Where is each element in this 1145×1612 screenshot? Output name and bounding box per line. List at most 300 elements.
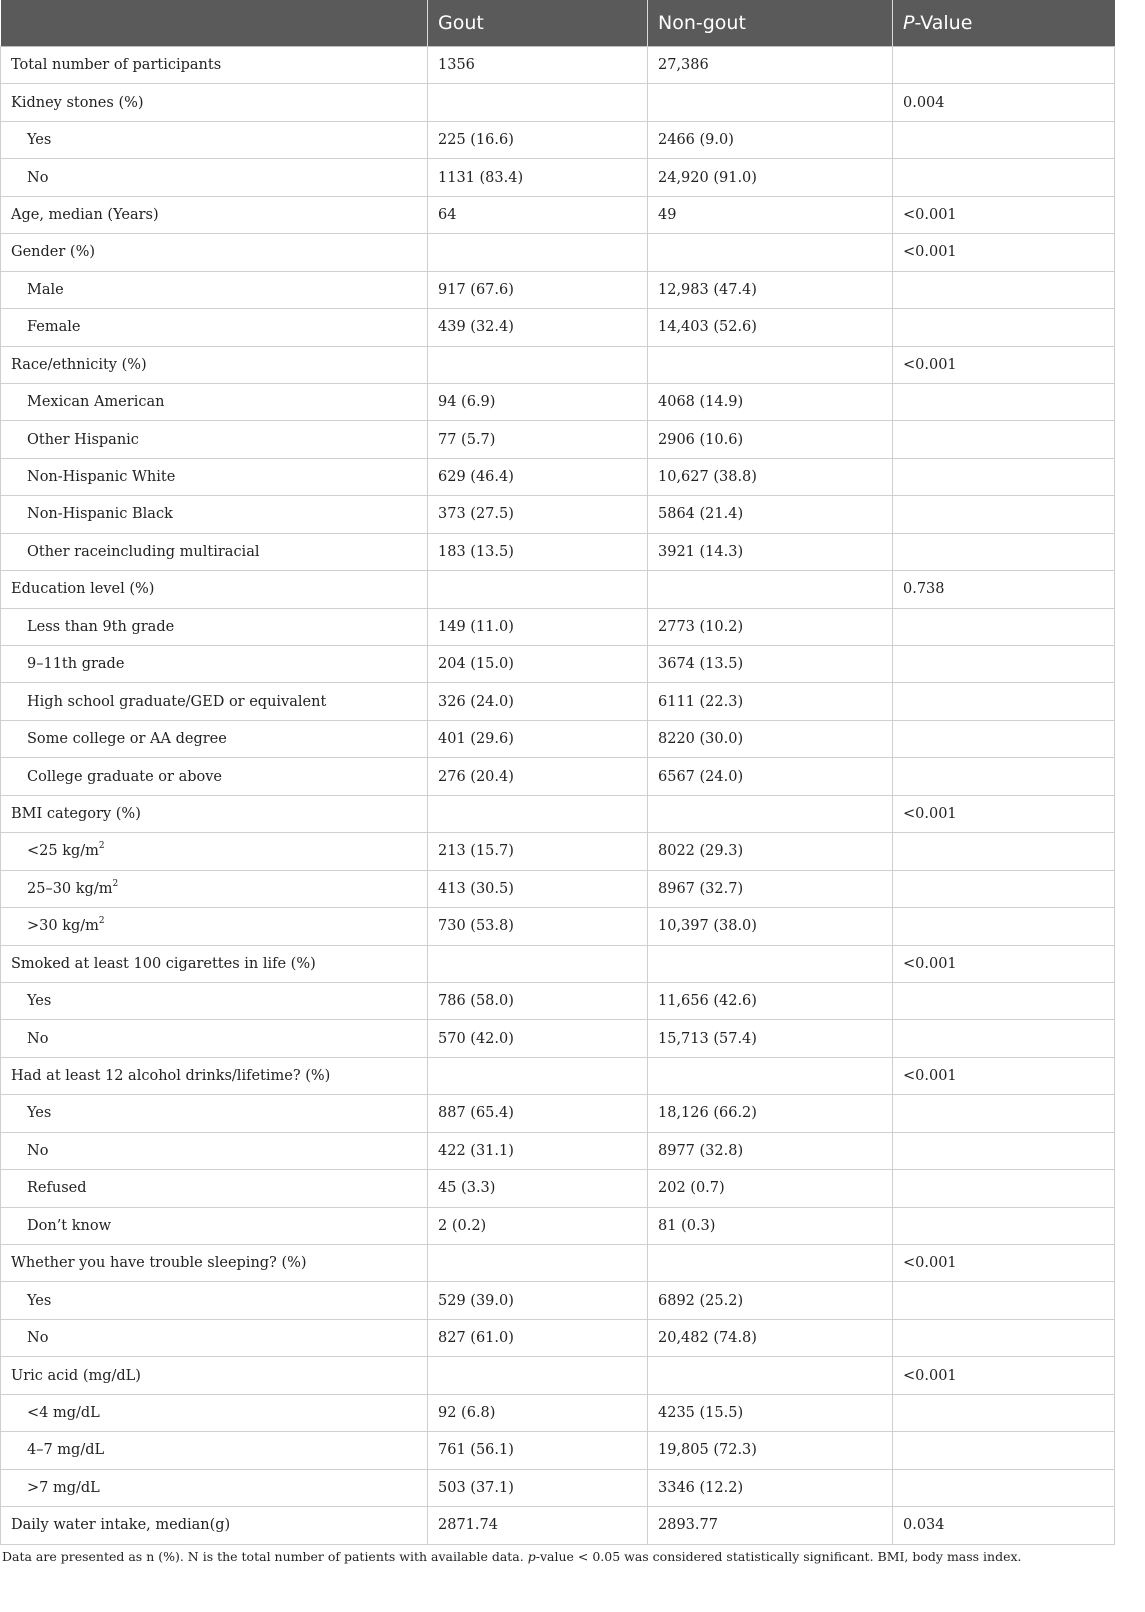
row-label	[1, 1132, 428, 1169]
row-label-text: Gender (%)	[11, 244, 95, 261]
cell-gout	[428, 908, 648, 945]
cell-gout	[428, 1319, 648, 1356]
row-label	[1, 1095, 428, 1132]
cell-non-gout-text: 18,126 (66.2)	[658, 1105, 757, 1122]
row-label-text: Less than 9th grade	[27, 618, 175, 635]
row-label	[1, 421, 428, 458]
cell-gout-text: 276 (20.4)	[438, 768, 514, 785]
cell-non-gout	[648, 496, 893, 533]
cell-non-gout	[648, 84, 893, 121]
cell-p-value	[893, 870, 1115, 907]
row-label	[1, 982, 428, 1019]
table-row	[1, 234, 1115, 271]
row-label-text: Yes	[27, 132, 52, 149]
cell-p-value-text: <0.001	[903, 1367, 957, 1384]
cell-non-gout	[648, 1020, 893, 1057]
cell-non-gout	[648, 608, 893, 645]
row-label	[1, 1020, 428, 1057]
cell-gout	[428, 870, 648, 907]
footnote-part3: -value < 0.05 was considered statistically significant. BMI, body mass index.	[535, 1548, 1022, 1564]
table-row	[1, 121, 1115, 158]
table-row	[1, 870, 1115, 907]
row-label-text: Some college or AA degree	[27, 731, 227, 748]
cell-gout	[428, 1394, 648, 1431]
cell-gout	[428, 346, 648, 383]
row-label-text: Total number of participants	[11, 57, 222, 74]
cell-non-gout-text: 5864 (21.4)	[658, 506, 744, 523]
row-label	[1, 196, 428, 233]
cell-gout-text: 439 (32.4)	[438, 319, 514, 336]
row-label	[1, 159, 428, 196]
cell-gout	[428, 533, 648, 570]
row-label	[1, 84, 428, 121]
cell-gout-text: 887 (65.4)	[438, 1105, 514, 1122]
row-label-text: College graduate or above	[27, 768, 222, 785]
cell-p-value	[893, 533, 1115, 570]
table-row	[1, 383, 1115, 420]
cell-gout-text: 401 (29.6)	[438, 731, 514, 748]
row-label	[1, 908, 428, 945]
cell-gout-text: 225 (16.6)	[438, 132, 514, 149]
table-body	[1, 47, 1115, 1545]
row-label-text: Yes	[27, 1292, 52, 1309]
row-label	[1, 271, 428, 308]
cell-non-gout-text: 10,627 (38.8)	[658, 469, 757, 486]
table-header	[1, 0, 1115, 47]
cell-gout	[428, 383, 648, 420]
cell-p-value	[893, 758, 1115, 795]
cell-non-gout	[648, 982, 893, 1019]
table-row	[1, 982, 1115, 1019]
cell-non-gout	[648, 833, 893, 870]
table-row	[1, 608, 1115, 645]
cell-gout	[428, 982, 648, 1019]
cell-non-gout-text: 8022 (29.3)	[658, 843, 744, 860]
cell-non-gout	[648, 683, 893, 720]
header-p-value	[893, 0, 1115, 47]
row-label	[1, 346, 428, 383]
cell-gout-text: 529 (39.0)	[438, 1292, 514, 1309]
row-label-text: Other raceincluding multiracial	[27, 543, 260, 560]
table-row	[1, 758, 1115, 795]
row-label-text: Non-Hispanic Black	[27, 506, 173, 523]
cell-p-value	[893, 1207, 1115, 1244]
cell-p-value	[893, 683, 1115, 720]
table-row	[1, 1170, 1115, 1207]
row-label	[1, 1507, 428, 1544]
cell-p-value	[893, 720, 1115, 757]
row-label-text: BMI category (%)	[11, 805, 141, 822]
cell-gout	[428, 1170, 648, 1207]
header-non-gout: Non-gout	[648, 0, 893, 47]
header-p-rest: -Value	[914, 12, 973, 34]
cell-non-gout	[648, 309, 893, 346]
cell-p-value	[893, 1245, 1115, 1282]
cell-non-gout	[648, 47, 893, 84]
cell-gout	[428, 608, 648, 645]
cell-p-value	[893, 309, 1115, 346]
table-row	[1, 1507, 1115, 1544]
cell-non-gout	[648, 1432, 893, 1469]
cell-gout-text: 570 (42.0)	[438, 1030, 514, 1047]
row-label-text: Female	[27, 319, 81, 336]
row-label	[1, 533, 428, 570]
row-label-text: Yes	[27, 993, 52, 1010]
cell-gout	[428, 646, 648, 683]
table-row	[1, 1057, 1115, 1094]
cell-gout	[428, 421, 648, 458]
row-label-superscript: 2	[112, 878, 119, 889]
row-label-text: Daily water intake, median(g)	[11, 1517, 231, 1534]
cell-p-value	[893, 1432, 1115, 1469]
cell-p-value	[893, 1357, 1115, 1394]
table-row	[1, 795, 1115, 832]
cell-p-value	[893, 1132, 1115, 1169]
cell-non-gout	[648, 1170, 893, 1207]
row-label	[1, 608, 428, 645]
cell-gout-text: 761 (56.1)	[438, 1442, 514, 1459]
cell-non-gout-text: 49	[658, 206, 677, 223]
table-row	[1, 720, 1115, 757]
row-label-text: Education level (%)	[11, 581, 155, 598]
cell-p-value	[893, 1057, 1115, 1094]
row-label	[1, 571, 428, 608]
cell-gout-text: 183 (13.5)	[438, 543, 514, 560]
cell-gout	[428, 758, 648, 795]
cell-p-value-text: <0.001	[903, 1068, 957, 1085]
cell-non-gout-text: 8967 (32.7)	[658, 880, 744, 897]
row-label-text: 25–30 kg/m	[27, 880, 113, 897]
cell-gout	[428, 720, 648, 757]
row-label-superscript: 2	[98, 841, 105, 852]
table-row	[1, 84, 1115, 121]
cell-non-gout-text: 8977 (32.8)	[658, 1142, 744, 1159]
row-label-text: No	[27, 1030, 49, 1047]
cell-non-gout-text: 14,403 (52.6)	[658, 319, 757, 336]
cell-p-value	[893, 458, 1115, 495]
row-label-text: No	[27, 1330, 49, 1347]
row-label	[1, 47, 428, 84]
cell-non-gout	[648, 121, 893, 158]
cell-non-gout	[648, 1057, 893, 1094]
table-row	[1, 1394, 1115, 1431]
cell-p-value	[893, 496, 1115, 533]
cell-gout	[428, 1132, 648, 1169]
cell-p-value-text: 0.004	[903, 94, 945, 111]
cell-non-gout	[648, 533, 893, 570]
table-row	[1, 309, 1115, 346]
cell-non-gout-text: 19,805 (72.3)	[658, 1442, 757, 1459]
cell-non-gout	[648, 908, 893, 945]
cell-non-gout-text: 2906 (10.6)	[658, 431, 744, 448]
cell-gout	[428, 159, 648, 196]
cell-non-gout-text: 15,713 (57.4)	[658, 1030, 757, 1047]
row-label-text: >30 kg/m	[27, 918, 99, 935]
row-label-text: <4 mg/dL	[27, 1404, 100, 1421]
cell-gout-text: 373 (27.5)	[438, 506, 514, 523]
cell-p-value	[893, 571, 1115, 608]
row-label	[1, 683, 428, 720]
cell-p-value-text: <0.001	[903, 805, 957, 822]
cell-non-gout	[648, 945, 893, 982]
cell-gout	[428, 234, 648, 271]
row-label	[1, 1394, 428, 1431]
header-p-italic: P	[903, 12, 915, 34]
cell-p-value	[893, 84, 1115, 121]
cell-gout	[428, 84, 648, 121]
cell-non-gout	[648, 795, 893, 832]
row-label	[1, 1207, 428, 1244]
table-row	[1, 1432, 1115, 1469]
row-label-text: Kidney stones (%)	[11, 94, 144, 111]
cell-p-value	[893, 1394, 1115, 1431]
cell-non-gout-text: 81 (0.3)	[658, 1217, 716, 1234]
header-variable	[1, 0, 428, 47]
row-label-text: Whether you have trouble sleeping? (%)	[11, 1255, 307, 1272]
row-label-text: >7 mg/dL	[27, 1479, 100, 1496]
cell-p-value	[893, 383, 1115, 420]
cell-gout	[428, 47, 648, 84]
cell-gout	[428, 1357, 648, 1394]
cell-non-gout	[648, 1132, 893, 1169]
cell-non-gout-text: 6892 (25.2)	[658, 1292, 744, 1309]
row-label-text: Uric acid (mg/dL)	[11, 1367, 141, 1384]
cell-gout-text: 422 (31.1)	[438, 1142, 514, 1159]
cell-p-value	[893, 608, 1115, 645]
cell-non-gout-text: 8220 (30.0)	[658, 731, 744, 748]
cell-p-value	[893, 1319, 1115, 1356]
row-label-text: Race/ethnicity (%)	[11, 356, 147, 373]
cell-non-gout-text: 2773 (10.2)	[658, 618, 744, 635]
cell-p-value	[893, 1020, 1115, 1057]
cell-gout-text: 2 (0.2)	[438, 1217, 487, 1234]
row-label	[1, 234, 428, 271]
cell-p-value-text: <0.001	[903, 1255, 957, 1272]
cell-gout	[428, 945, 648, 982]
cell-non-gout-text: 4068 (14.9)	[658, 394, 744, 411]
cell-non-gout	[648, 571, 893, 608]
cell-non-gout	[648, 234, 893, 271]
cell-gout-text: 64	[438, 206, 457, 223]
cell-non-gout	[648, 1282, 893, 1319]
row-label-text: Male	[27, 281, 64, 298]
cell-p-value	[893, 1507, 1115, 1544]
cell-p-value	[893, 47, 1115, 84]
row-label	[1, 720, 428, 757]
row-label	[1, 870, 428, 907]
row-label-text: Age, median (Years)	[11, 206, 159, 223]
row-label-superscript: 2	[98, 916, 105, 927]
cell-gout	[428, 1095, 648, 1132]
cell-gout-text: 77 (5.7)	[438, 431, 496, 448]
table-row	[1, 1020, 1115, 1057]
cell-gout-text: 413 (30.5)	[438, 880, 514, 897]
cell-non-gout-text: 3921 (14.3)	[658, 543, 744, 560]
cell-non-gout-text: 12,983 (47.4)	[658, 281, 757, 298]
table-row	[1, 1132, 1115, 1169]
cell-non-gout-text: 6567 (24.0)	[658, 768, 744, 785]
cell-p-value	[893, 945, 1115, 982]
cell-gout-text: 2871.74	[438, 1517, 498, 1534]
row-label-text: <25 kg/m	[27, 843, 99, 860]
row-label	[1, 758, 428, 795]
cell-gout-text: 1131 (83.4)	[438, 169, 524, 186]
cell-non-gout	[648, 1095, 893, 1132]
row-label	[1, 1245, 428, 1282]
cell-p-value	[893, 1095, 1115, 1132]
cell-p-value	[893, 234, 1115, 271]
table-footnote	[0, 1545, 1116, 1564]
cell-non-gout-text: 202 (0.7)	[658, 1180, 725, 1197]
cell-gout	[428, 271, 648, 308]
cell-non-gout-text: 2466 (9.0)	[658, 132, 734, 149]
row-label	[1, 1469, 428, 1506]
footnote-part1: Data are presented as n (%). N is the total number of patients with available data.	[2, 1548, 528, 1564]
row-label	[1, 1282, 428, 1319]
cell-non-gout	[648, 159, 893, 196]
cell-gout	[428, 571, 648, 608]
row-label	[1, 1357, 428, 1394]
cell-p-value	[893, 421, 1115, 458]
table-row	[1, 1207, 1115, 1244]
cell-gout	[428, 1245, 648, 1282]
cell-non-gout	[648, 458, 893, 495]
table-row	[1, 458, 1115, 495]
cell-p-value-text: <0.001	[903, 356, 957, 373]
row-label-text: Mexican American	[27, 394, 165, 411]
row-label	[1, 309, 428, 346]
cell-gout	[428, 1507, 648, 1544]
table-row	[1, 1245, 1115, 1282]
cell-non-gout-text: 27,386	[658, 57, 709, 74]
cell-gout-text: 45 (3.3)	[438, 1180, 496, 1197]
cell-p-value	[893, 159, 1115, 196]
cell-non-gout	[648, 1319, 893, 1356]
cell-non-gout	[648, 1207, 893, 1244]
cell-gout	[428, 833, 648, 870]
table-row	[1, 1282, 1115, 1319]
cell-non-gout-text: 4235 (15.5)	[658, 1404, 744, 1421]
row-label	[1, 1170, 428, 1207]
table-row	[1, 47, 1115, 84]
cell-gout	[428, 1282, 648, 1319]
cell-gout-text: 92 (6.8)	[438, 1404, 496, 1421]
cell-non-gout-text: 11,656 (42.6)	[658, 993, 757, 1010]
cell-non-gout	[648, 720, 893, 757]
row-label-text: Smoked at least 100 cigarettes in life (%)	[11, 955, 316, 972]
cell-non-gout	[648, 196, 893, 233]
cell-gout-text: 629 (46.4)	[438, 469, 514, 486]
cell-gout-text: 503 (37.1)	[438, 1479, 514, 1496]
cell-gout	[428, 683, 648, 720]
cell-p-value	[893, 795, 1115, 832]
header-gout: Gout	[428, 0, 648, 47]
row-label	[1, 646, 428, 683]
cell-non-gout	[648, 1507, 893, 1544]
table-row	[1, 833, 1115, 870]
cell-non-gout	[648, 1245, 893, 1282]
cell-gout	[428, 1207, 648, 1244]
cell-gout	[428, 309, 648, 346]
cell-non-gout	[648, 383, 893, 420]
row-label-text: High school graduate/GED or equivalent	[27, 693, 327, 710]
cell-gout	[428, 196, 648, 233]
cell-gout-text: 94 (6.9)	[438, 394, 496, 411]
cell-non-gout-text: 3674 (13.5)	[658, 656, 744, 673]
cell-p-value-text: <0.001	[903, 955, 957, 972]
cell-non-gout	[648, 758, 893, 795]
cell-non-gout-text: 20,482 (74.8)	[658, 1330, 757, 1347]
cell-gout-text: 204 (15.0)	[438, 656, 514, 673]
cell-gout	[428, 121, 648, 158]
header-row	[1, 0, 1115, 47]
row-label-text: Don’t know	[27, 1217, 112, 1234]
cell-non-gout	[648, 870, 893, 907]
row-label	[1, 383, 428, 420]
table-row	[1, 945, 1115, 982]
cell-p-value	[893, 1170, 1115, 1207]
cell-gout	[428, 1057, 648, 1094]
cell-non-gout-text: 2893.77	[658, 1517, 718, 1534]
cell-p-value	[893, 833, 1115, 870]
table-row	[1, 1319, 1115, 1356]
row-label-text: Refused	[27, 1180, 87, 1197]
cell-p-value	[893, 346, 1115, 383]
cell-p-value	[893, 982, 1115, 1019]
cell-gout	[428, 496, 648, 533]
cell-gout	[428, 1432, 648, 1469]
cell-non-gout	[648, 346, 893, 383]
cell-non-gout-text: 24,920 (91.0)	[658, 169, 757, 186]
cell-p-value	[893, 646, 1115, 683]
cell-gout-text: 1356	[438, 57, 475, 74]
cell-non-gout	[648, 646, 893, 683]
cell-gout-text: 786 (58.0)	[438, 993, 514, 1010]
row-label	[1, 458, 428, 495]
table-row	[1, 646, 1115, 683]
table-row	[1, 683, 1115, 720]
table-row	[1, 196, 1115, 233]
row-label	[1, 1432, 428, 1469]
cell-p-value	[893, 1469, 1115, 1506]
cell-p-value-text: 0.738	[903, 581, 945, 598]
cell-p-value-text: <0.001	[903, 206, 957, 223]
cell-non-gout	[648, 421, 893, 458]
table-row	[1, 571, 1115, 608]
cell-p-value	[893, 196, 1115, 233]
row-label-text: No	[27, 169, 49, 186]
cell-gout-text: 917 (67.6)	[438, 281, 514, 298]
cell-p-value	[893, 908, 1115, 945]
row-label-text: Yes	[27, 1105, 52, 1122]
cell-p-value	[893, 121, 1115, 158]
row-label-text: Non-Hispanic White	[27, 469, 176, 486]
row-label	[1, 1319, 428, 1356]
cell-non-gout	[648, 1469, 893, 1506]
cell-gout-text: 827 (61.0)	[438, 1330, 514, 1347]
cell-gout-text: 213 (15.7)	[438, 843, 514, 860]
row-label	[1, 496, 428, 533]
row-label-text: Had at least 12 alcohol drinks/lifetime? (%)	[11, 1068, 331, 1085]
cell-non-gout	[648, 271, 893, 308]
cell-gout	[428, 458, 648, 495]
cell-gout-text: 730 (53.8)	[438, 918, 514, 935]
row-label	[1, 795, 428, 832]
table-row	[1, 159, 1115, 196]
table-row	[1, 421, 1115, 458]
cell-gout-text: 326 (24.0)	[438, 693, 514, 710]
cell-p-value	[893, 271, 1115, 308]
